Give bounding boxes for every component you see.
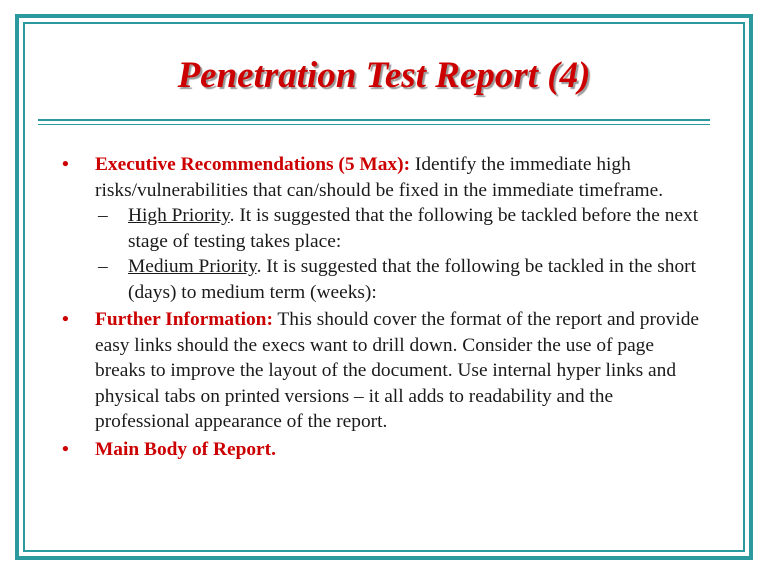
bullet-marker: • [62,438,69,460]
sub-bullet-marker: – [98,256,108,277]
slide-body [62,152,702,462]
bullet-marker: • [62,154,69,175]
sub-bullet-text: . It is suggested that the following be tackled in the short (days) to medium term (weeks): [128,256,696,303]
bullet-lead: Further Information: [95,309,273,330]
bullet-text: This should cover the format of the report and provide easy links should the execs want to drill down. Consider the use of page breaks to improve the layout of the document. Use internal hyper links and physical tabs on printed versions – it all adds to readability and the professional appearance of the report. [95,309,700,432]
bullet-text: Identify the immediate high risks/vulnerabilities that can/should be fixed in the immediate timeframe. [95,154,664,201]
sub-bullet-label: Medium Priority [128,256,257,277]
sub-bullet-marker: – [98,205,108,226]
bullet-marker: • [62,309,69,330]
title-divider-thin [38,124,710,125]
bullet-executive-recommendations [62,152,702,203]
sub-bullet-high-priority [62,203,702,254]
slide-title: Penetration Test Report (4) [177,55,591,96]
sub-bullet-medium-priority [62,254,702,305]
bullet-further-information [62,307,702,435]
sub-bullet-label: High Priority [128,205,230,226]
bullet-lead: Main Body of Report. [95,438,276,460]
bullet-lead: Executive Recommendations (5 Max): [95,154,411,175]
sub-bullet-text: . It is suggested that the following be tackled before the next stage of testing takes place: [128,205,699,252]
title-divider-thick [38,119,710,121]
bullet-main-body [62,437,702,463]
